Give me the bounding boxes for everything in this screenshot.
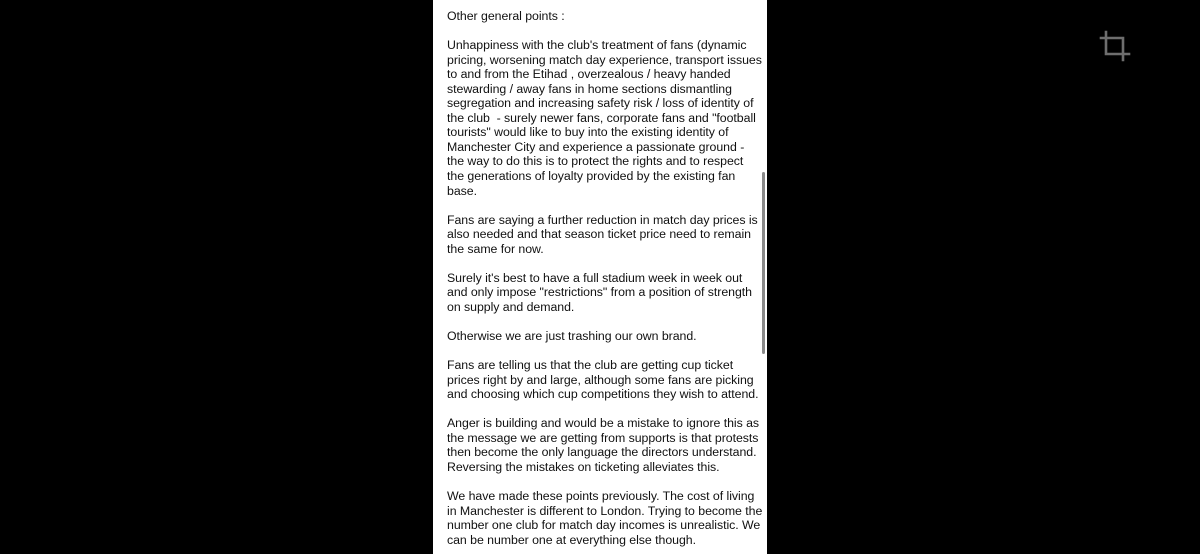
vertical-scrollbar[interactable]: [762, 172, 765, 354]
paragraph: Fans are saying a further reduction in match day prices is also needed and that season ticket price need to remain the same for now.: [447, 212, 762, 256]
paragraph: Fans are telling us that the club are getting cup ticket prices right by and large, although some fans are picking and choosing which cup competitions they wish to attend.: [447, 358, 759, 402]
paragraph: Surely it's best to have a full stadium week in week out and only impose "restrictions" from a position of strength on supply and demand.: [447, 270, 756, 314]
paragraph: Otherwise we are just trashing our own brand.: [447, 329, 697, 344]
paragraph: Anger is building and would be a mistake to ignore this as the message we are getting from supports is that protests then become the only language the directors understand. Reversing the mistakes on ticketing alleviates this.: [447, 416, 763, 474]
document-text: [447, 9, 766, 554]
paragraph: Unhappiness with the club's treatment of fans (dynamic pricing, worsening match day experience, transport issues to and from the Etihad , overzealous / heavy handed stewarding / away fans in home sections dismantling segregation and increasing safety risk / loss of identity of the club - surely newer fans, corporate fans and "football tourists" would like to buy into the existing identity of Manchester City and experience a passionate ground - the way to do this is to protect the rights and to respect the generations of loyalty provided by the existing fan base.: [447, 38, 766, 198]
paragraph: We have made these points previously. The cost of living in Manchester is different to London. Trying to become the number one club for match day incomes is unrealistic. We can be number one at everything else though.: [447, 489, 766, 547]
crop-button[interactable]: [1098, 29, 1132, 63]
paragraph-heading: Other general points :: [447, 9, 565, 23]
document-page[interactable]: [433, 0, 767, 554]
crop-icon: [1098, 29, 1132, 63]
